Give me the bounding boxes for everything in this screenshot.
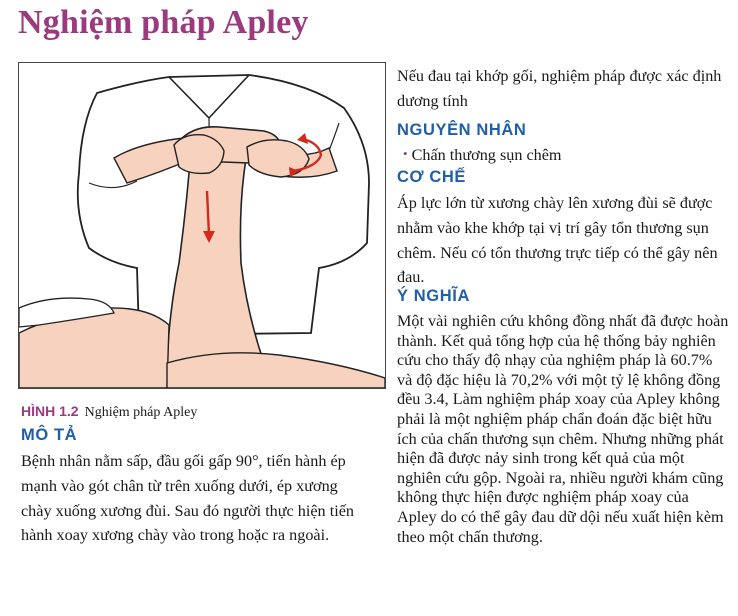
- figure-caption-text: Nghiệm pháp Apley: [84, 405, 198, 420]
- apley-test-illustration: [18, 62, 386, 389]
- bullet-icon: •: [403, 146, 408, 161]
- section-heading-mo-ta: MÔ TẢ: [21, 426, 78, 444]
- illustration-svg: [19, 63, 385, 388]
- section-heading-nguyen-nhan: NGUYÊN NHÂN: [397, 121, 527, 139]
- section-heading-co-che: CƠ CHẾ: [397, 168, 467, 186]
- figure-caption: [21, 403, 197, 421]
- intro-paragraph: Nếu đau tại khớp gối, nghiệm pháp được xác định dương tính: [397, 67, 722, 110]
- co-che-paragraph: Áp lực lớn từ xương chày lên xương đùi sẽ được nhằm vào khe khớp tại vị trí gây tổn thương sụn chêm. Nếu có tổn thương trực tiếp có thể gây nên đau.: [397, 194, 718, 287]
- list-item-text: Chấn thương sụn chêm: [411, 146, 562, 164]
- figure-number: HÌNH 1.2: [21, 403, 79, 419]
- patient-thigh: [167, 353, 385, 388]
- page-title: Nghiệm pháp Apley: [18, 4, 309, 41]
- mo-ta-paragraph: Bệnh nhân nằm sấp, đầu gối gấp 90°, tiến hành ép mạnh vào gót chân từ trên xuống dưới, ép xương chày xuống xương đùi. Sau đó người thực hiện tiến hành xoay xương chày vào trong hoặc ra ngoài.: [21, 452, 354, 545]
- list-item: [403, 146, 562, 165]
- section-heading-y-nghia: Ý NGHĨA: [397, 287, 470, 305]
- examiner-left-hand: [174, 135, 224, 174]
- y-nghia-paragraph: Một vài nghiên cứu không đồng nhất đã được hoàn thành. Kết quả tổng hợp của hệ thống bảy nghiên cứu cho thấy độ nhạy của nghiệm pháp là 60.7% và độ đặc hiệu là 70,2% với một tỷ lệ không đồng đều 3.4, Làm nghiệm pháp xoay của Apley không phải là một nghiệm pháp chẩn đoán đặc biệt hữu ích của chấn thương sụn chêm. Nhưng những phát hiện đã được nảy sinh trong kết quả của một nghiên cứu gộp. Ngoài ra, nhiều người khám cũng không thực hiện được nghiệm pháp xoay của Apley do có thể gây đau dữ dội nếu xuất hiện kèm theo một chấn thương.: [397, 312, 729, 546]
